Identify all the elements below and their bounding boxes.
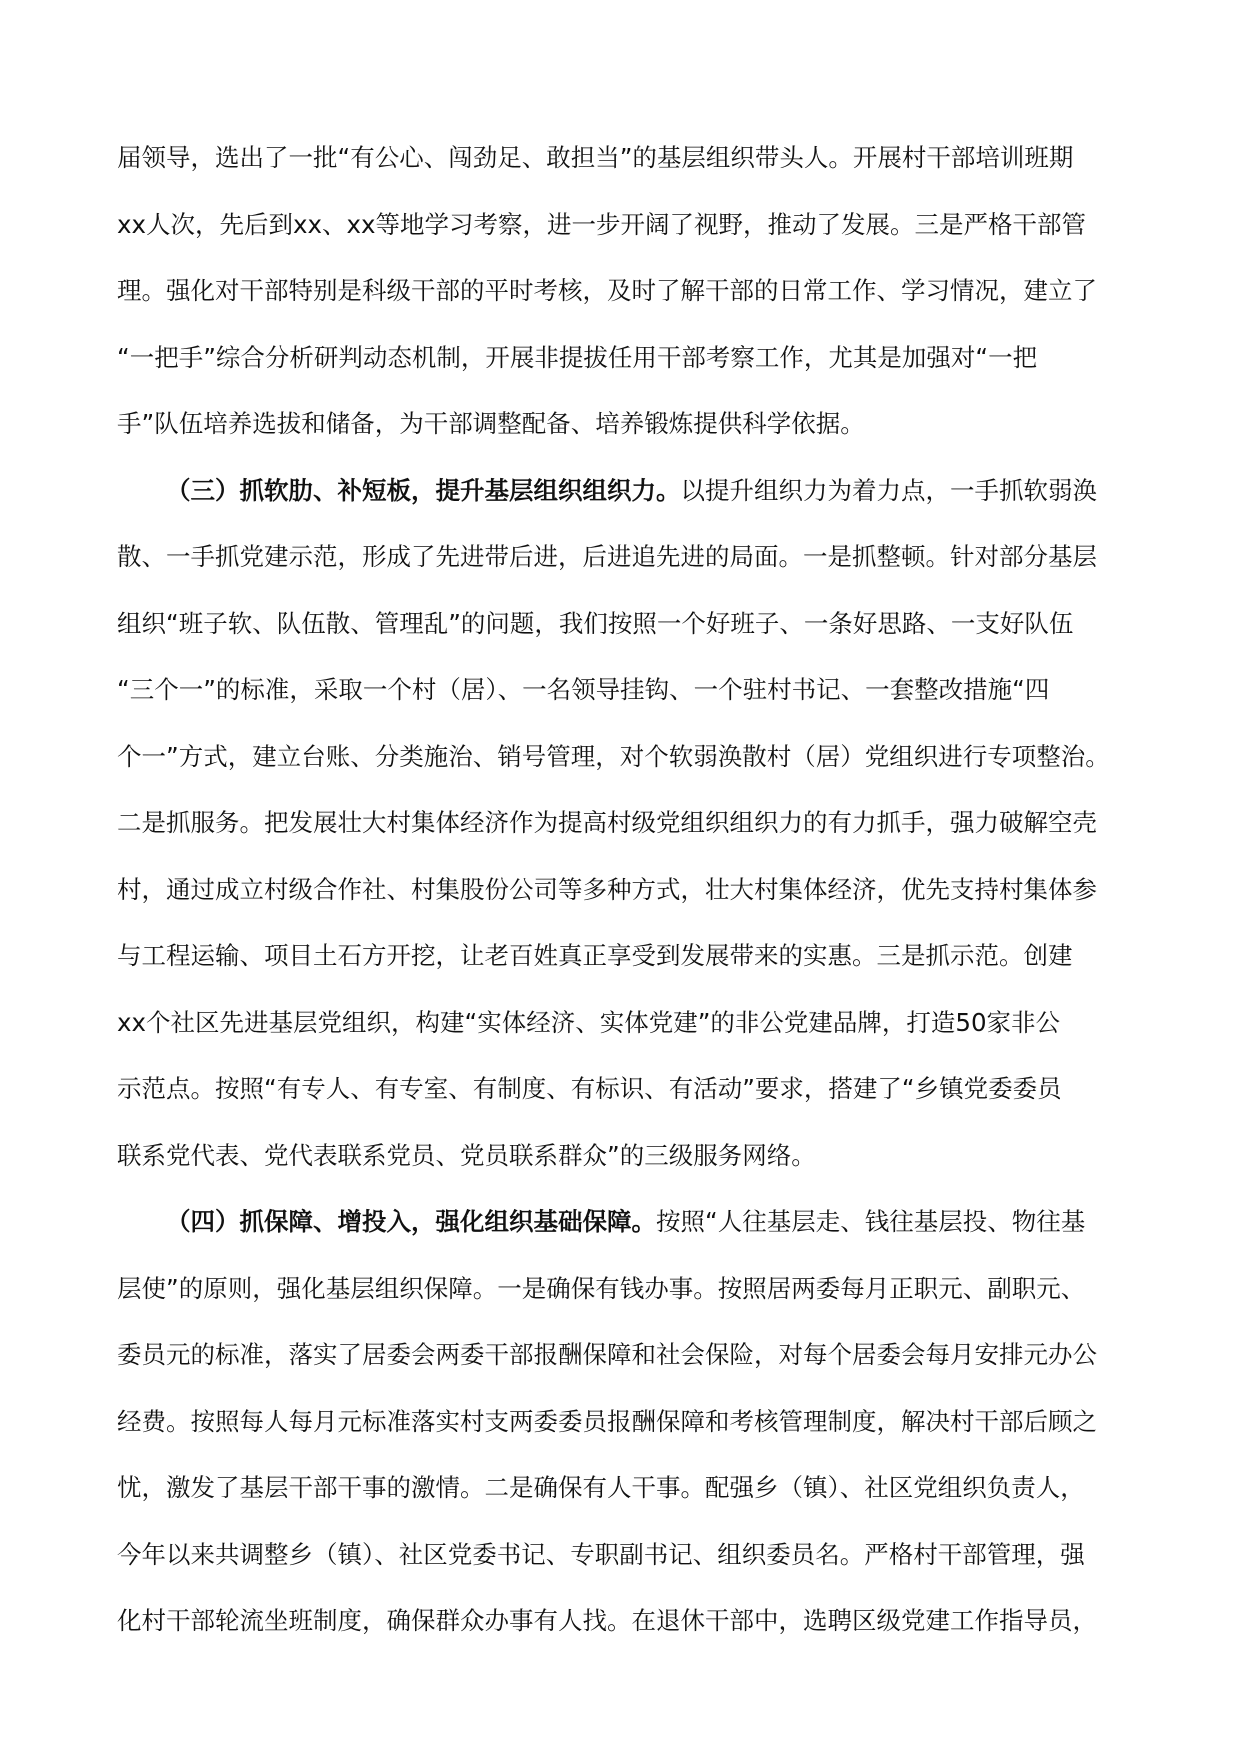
paragraph-line: 化村干部轮流坐班制度，确保群众办事有人找。在退休干部中，选聘区级党建工作指导员，	[117, 1606, 1097, 1635]
paragraph-line: 委员元的标准，落实了居委会两委干部报酬保障和社会保险，对每个居委会每月安排元办公	[117, 1340, 1097, 1369]
section-4-lead-text: 按照“人往基层走、钱往基层投、物往基	[656, 1207, 1086, 1236]
paragraph-line: “三个一”的标准，采取一个村（居）、一名领导挂钩、一个驻村书记、一套整改措施“四	[117, 675, 1050, 704]
paragraph-line: 联系党代表、党代表联系党员、党员联系群众”的三级服务网络。	[117, 1140, 816, 1170]
paragraph-line: 示范点。按照“有专人、有专室、有制度、有标识、有活动”要求，搭建了“乡镇党委委员	[117, 1074, 1062, 1103]
paragraph-line: 经费。按照每人每月元标准落实村支两委委员报酬保障和考核管理制度，解决村干部后顾之	[117, 1406, 1097, 1436]
paragraph-line: 手”队伍培养选拔和储备，为干部调整配备、培养锻炼提供科学依据。	[117, 409, 865, 438]
paragraph-line: 组织“班子软、队伍散、管理乱”的问题，我们按照一个好班子、一条好思路、一支好队伍	[117, 608, 1074, 638]
paragraph-line: xx人次，先后到xx、xx等地学习考察，进一步开阔了视野，推动了发展。三是严格干部管	[117, 209, 1086, 239]
section-4-first-line	[117, 1200, 1127, 1267]
section-3-first-line	[117, 469, 1127, 536]
paragraph-line: “一把手”综合分析研判动态机制，开展非提拔任用干部考察工作，尤其是加强对“一把	[117, 342, 1038, 372]
paragraph-line: 散、一手抓党建示范，形成了先进带后进，后进追先进的局面。一是抓整顿。针对部分基层	[117, 542, 1097, 571]
paragraph-line: xx个社区先进基层党组织，构建“实体经济、实体党建”的非公党建品牌，打造50家非公	[117, 1007, 1061, 1037]
paragraph-line: 层使”的原则，强化基层组织保障。一是确保有钱办事。按照居两委每月正职元、副职元、	[117, 1273, 1086, 1303]
paragraph-line: 届领导，选出了一批“有公心、闯劲足、敢担当”的基层组织带头人。开展村干部培训班期	[117, 143, 1074, 172]
paragraph-line: 二是抓服务。把发展壮大村集体经济作为提高村级党组织组织力的有力抓手，强力破解空壳	[117, 808, 1097, 837]
paragraph-line: 忧，激发了基层干部干事的激情。二是确保有人干事。配强乡（镇）、社区党组织负责人，	[117, 1473, 1085, 1502]
section-4-heading: （四）抓保障、增投入，强化组织基础保障。	[166, 1207, 656, 1236]
paragraph-line: 个一”方式，建立台账、分类施治、销号管理，对个软弱涣散村（居）党组织进行专项整治。	[117, 741, 1110, 771]
paragraph-line: 与工程运输、项目土石方开挖，让老百姓真正享受到发展带来的实惠。三是抓示范。创建	[117, 941, 1073, 970]
document-body	[117, 136, 1127, 1666]
section-3-heading: （三）抓软肋、补短板，提升基层组织组织力。	[166, 475, 681, 505]
section-3-lead-text: 以提升组织力为着力点，一手抓软弱涣	[680, 475, 1097, 505]
paragraph-line: 村，通过成立村级合作社、村集股份公司等多种方式，壮大村集体经济，优先支持村集体参	[117, 874, 1097, 904]
paragraph-line: 今年以来共调整乡（镇）、社区党委书记、专职副书记、组织委员名。严格村干部管理，强	[117, 1539, 1085, 1569]
paragraph-line: 理。强化对干部特别是科级干部的平时考核，及时了解干部的日常工作、学习情况，建立了	[117, 276, 1097, 305]
